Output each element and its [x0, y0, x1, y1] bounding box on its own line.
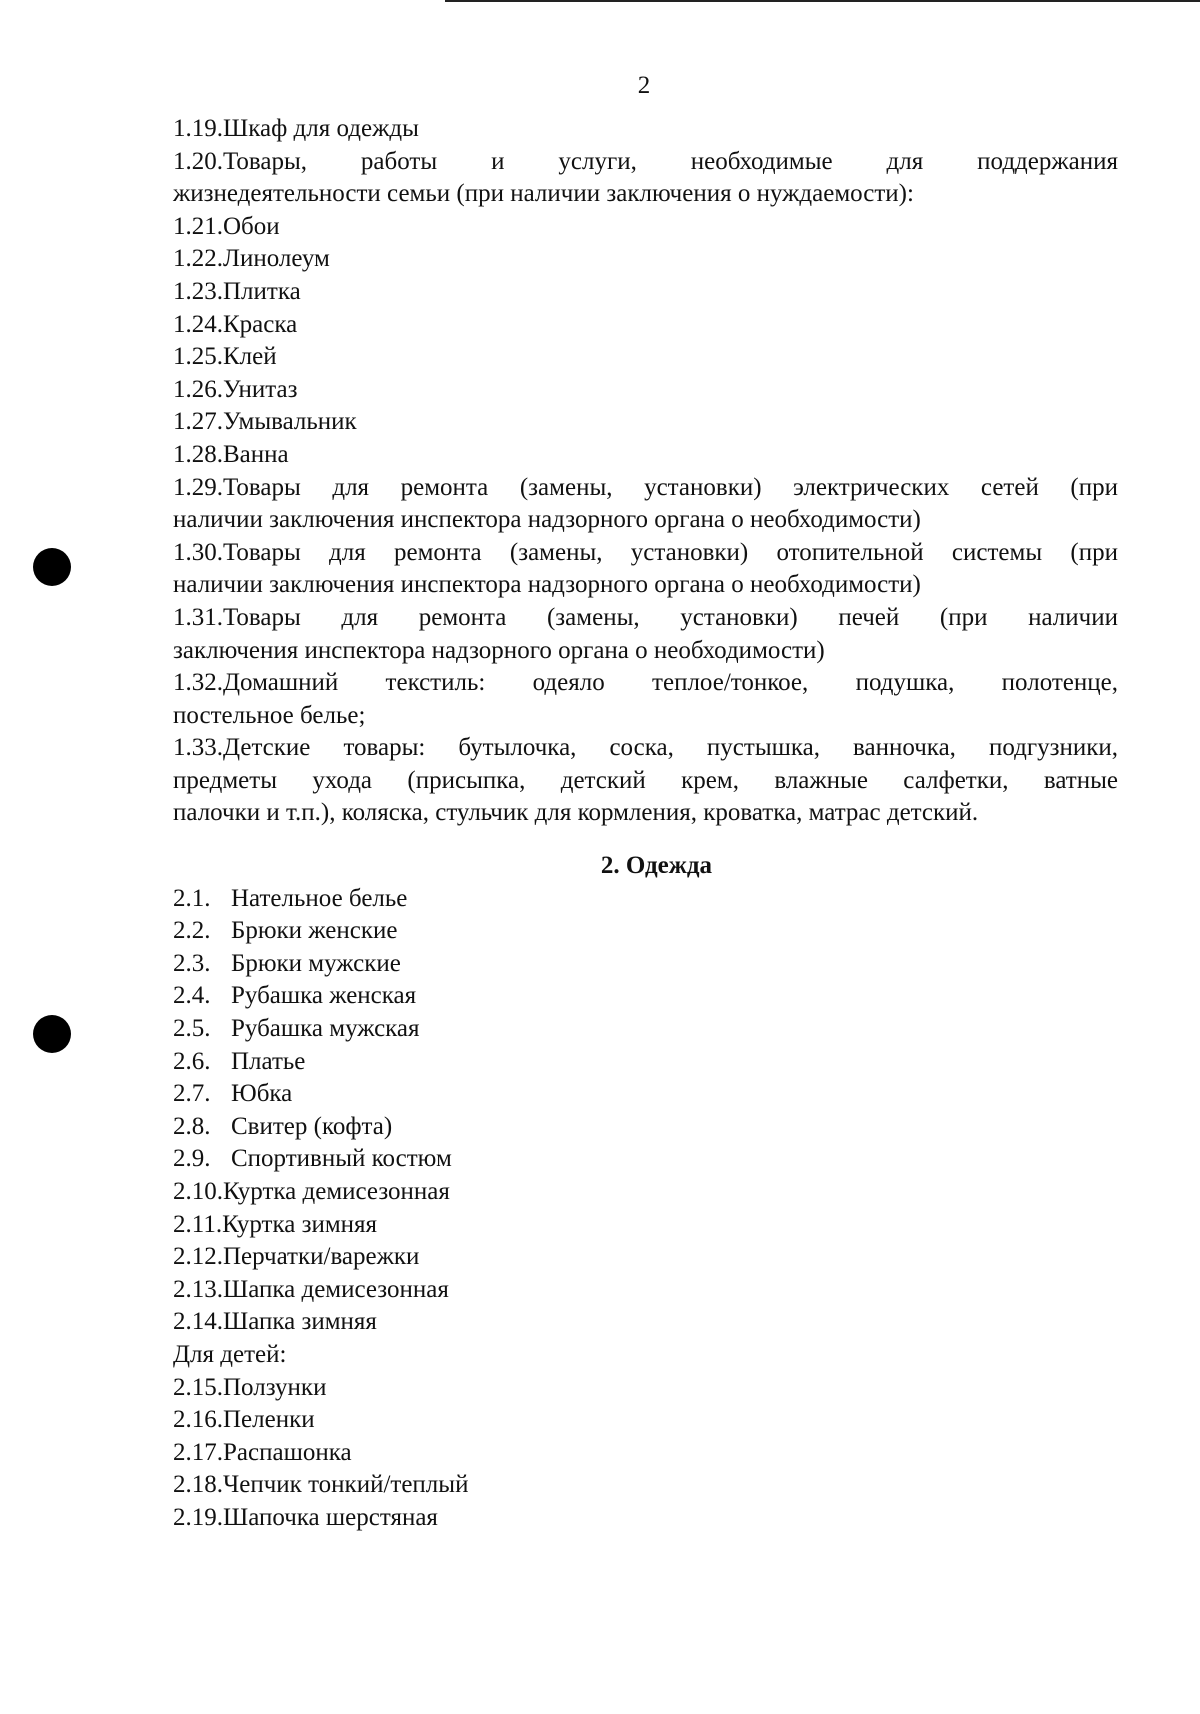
- list-item: заключения инспектора надзорного органа о необходимости): [173, 636, 825, 664]
- list-item: палочки и т.п.), коляска, стульчик для кормления, кроватка, матрас детский.: [173, 799, 979, 827]
- item-text: Спортивный костюм: [231, 1145, 452, 1173]
- item-number: 2.1.: [173, 884, 211, 912]
- list-item: 2.14.Шапка зимняя: [173, 1308, 377, 1336]
- list-item: 1.28.Ванна: [173, 440, 289, 468]
- list-item: 1.27.Умывальник: [173, 408, 357, 436]
- list-item: 2.15.Ползунки: [173, 1373, 327, 1401]
- list-item: 1.25.Клей: [173, 343, 277, 371]
- item-number: 2.5.: [173, 1015, 211, 1043]
- list-item: 1.19.Шкаф для одежды: [173, 115, 419, 142]
- list-item: [173, 948, 1118, 981]
- list-item: наличии заключения инспектора надзорного органа о необходимости): [173, 571, 921, 599]
- list-item: 1.20.Товары, работы и услуги, необходимые для поддержания: [173, 147, 1118, 175]
- list-item: [173, 1111, 1118, 1144]
- item-text: Юбка: [231, 1080, 293, 1108]
- list-item: 1.26.Унитаз: [173, 375, 298, 403]
- item-number: 2.8.: [173, 1112, 211, 1140]
- list-item: [173, 1013, 1118, 1046]
- section-2-list: [173, 883, 1118, 1176]
- item-number: 2.7.: [173, 1080, 211, 1108]
- item-number: 2.4.: [173, 982, 211, 1010]
- item-text: Рубашка мужская: [231, 1015, 420, 1043]
- list-item: жизнедеятельности семьи (при наличии заключения о нуждаемости):: [173, 180, 914, 208]
- list-item: [173, 1046, 1118, 1079]
- top-border-line: [445, 0, 1200, 2]
- list-item: [173, 915, 1118, 948]
- list-item: предметы ухода (присыпка, детский крем, влажные салфетки, ватные: [173, 766, 1118, 794]
- list-item: 2.19.Шапочка шерстяная: [173, 1503, 438, 1531]
- section-2-heading: 2. Одежда: [600, 852, 713, 880]
- list-item: 2.10.Куртка демисезонная: [173, 1178, 450, 1205]
- item-text: Нательное белье: [231, 884, 408, 912]
- item-number: 2.2.: [173, 917, 211, 945]
- item-number: 2.3.: [173, 949, 211, 977]
- list-item: [173, 883, 1118, 916]
- list-item: 1.22.Линолеум: [173, 245, 330, 273]
- list-item: 2.18.Чепчик тонкий/теплый: [173, 1471, 469, 1499]
- list-item: 2.17.Распашонка: [173, 1438, 352, 1466]
- list-item: 2.13.Шапка демисезонная: [173, 1275, 449, 1303]
- list-item: [173, 1143, 1118, 1176]
- list-item: 2.16.Пеленки: [173, 1406, 315, 1434]
- item-number: 2.6.: [173, 1047, 211, 1075]
- item-text: Рубашка женская: [231, 982, 417, 1010]
- list-item: [173, 1078, 1118, 1111]
- list-item: 1.23.Плитка: [173, 277, 301, 305]
- list-item: 1.32.Домашний текстиль: одеяло теплое/тонкое, подушка, полотенце,: [173, 669, 1118, 697]
- list-item: 1.31.Товары для ремонта (замены, установки) печей (при наличии: [173, 603, 1118, 631]
- punch-hole-mark: [33, 1015, 71, 1053]
- item-text: Брюки женские: [231, 917, 398, 945]
- item-text: Брюки мужские: [231, 949, 401, 977]
- list-item: постельное белье;: [173, 701, 366, 729]
- list-item: [173, 980, 1118, 1013]
- item-text: Свитер (кофта): [231, 1112, 393, 1140]
- document-body: [173, 113, 1118, 1535]
- list-item: 1.29.Товары для ремонта (замены, установки) электрических сетей (при: [173, 473, 1118, 501]
- list-item: 1.33.Детские товары: бутылочка, соска, пустышка, ванночка, подгузники,: [173, 734, 1118, 762]
- list-item: 2.12.Перчатки/варежки: [173, 1243, 420, 1271]
- list-item: 1.21.Обои: [173, 212, 280, 240]
- section-2-list-continued: [173, 1176, 1118, 1535]
- page-number: 2: [637, 72, 651, 99]
- list-item: 2.11.Куртка зимняя: [173, 1210, 378, 1238]
- punch-hole-mark: [33, 548, 71, 586]
- item-number: 2.9.: [173, 1145, 211, 1173]
- item-text: Платье: [231, 1047, 306, 1075]
- list-item: наличии заключения инспектора надзорного органа о необходимости): [173, 506, 921, 534]
- list-item: Для детей:: [173, 1340, 287, 1368]
- list-item: 1.24.Краска: [173, 310, 298, 338]
- section-1-list: [173, 113, 1118, 830]
- list-item: 1.30.Товары для ремонта (замены, установки) отопительной системы (при: [173, 538, 1118, 566]
